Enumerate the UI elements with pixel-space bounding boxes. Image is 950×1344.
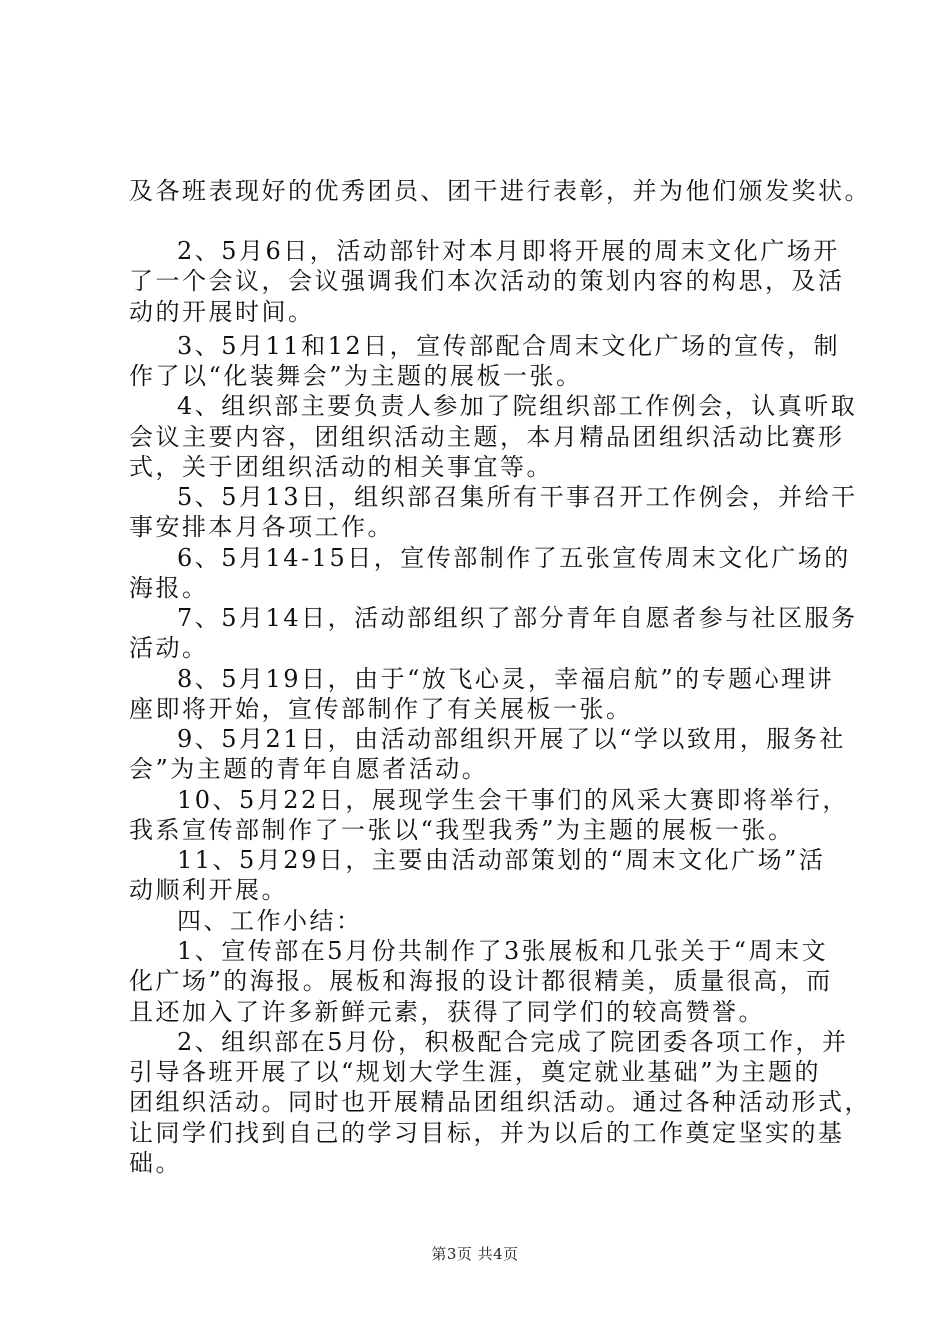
text-line: 化广场”的海报。展板和海报的设计都很精美，质量很高，而 bbox=[129, 967, 833, 995]
text-line: 式，关于团组织活动的相关事宜等。 bbox=[129, 453, 553, 481]
text-line: 且还加入了许多新鲜元素，获得了同学们的较高赞誉。 bbox=[129, 998, 765, 1026]
text-line: 3、5月11和12日，宣传部配合周末文化广场的宣传，制 bbox=[177, 332, 841, 360]
text-line: 会”为主题的青年自愿者活动。 bbox=[129, 755, 489, 783]
text-line: 动的开展时间。 bbox=[129, 298, 315, 326]
text-line: 活动。 bbox=[129, 634, 209, 662]
text-line: 7、5月14日，活动部组织了部分青年自愿者参与社区服务 bbox=[177, 604, 858, 632]
text-line: 10、5月22日，展现学生会干事们的风采大赛即将举行， bbox=[177, 786, 849, 814]
text-line: 座即将开始，宣传部制作了有关展板一张。 bbox=[129, 695, 633, 723]
text-line: 作了以“化装舞会”为主题的展板一张。 bbox=[129, 362, 583, 390]
text-line: 团组织活动。同时也开展精品团组织活动。通过各种活动形式， bbox=[129, 1088, 871, 1116]
text-line: 及各班表现好的优秀团员、团干进行表彰，并为他们颁发奖状。 bbox=[129, 177, 871, 205]
text-line: 1、宣传部在5月份共制作了3张展板和几张关于“周末文 bbox=[177, 937, 829, 965]
page-number-footer: 第3页 共4页 bbox=[431, 1245, 519, 1263]
section-heading: 四、工作小结： bbox=[177, 907, 363, 935]
text-line: 让同学们找到自己的学习目标，并为以后的工作奠定坚实的基 bbox=[129, 1119, 845, 1147]
text-line: 动顺利开展。 bbox=[129, 876, 288, 904]
text-line: 6、5月14-15日，宣传部制作了五张宣传周末文化广场的 bbox=[177, 544, 851, 572]
text-line: 2、5月6日，活动部针对本月即将开展的周末文化广场开 bbox=[177, 237, 840, 265]
text-line: 了一个会议，会议强调我们本次活动的策划内容的构思，及活 bbox=[129, 267, 845, 295]
text-line: 引导各班开展了以“规划大学生涯，奠定就业基础”为主题的 bbox=[129, 1058, 822, 1086]
text-line: 2、组织部在5月份，积极配合完成了院团委各项工作，并 bbox=[177, 1028, 849, 1056]
text-line: 我系宣传部制作了一张以“我型我秀”为主题的展板一张。 bbox=[129, 816, 795, 844]
text-line: 4、组织部主要负责人参加了院组织部工作例会，认真听取 bbox=[177, 392, 858, 420]
text-line: 5、5月13日，组织部召集所有干事召开工作例会，并给干 bbox=[177, 483, 858, 511]
text-line: 11、5月29日，主要由活动部策划的“周末文化广场”活 bbox=[177, 846, 826, 874]
text-line: 海报。 bbox=[129, 574, 209, 602]
text-line: 会议主要内容，团组织活动主题，本月精品团组织活动比赛形 bbox=[129, 423, 845, 451]
text-line: 8、5月19日，由于“放飞心灵，幸福启航”的专题心理讲 bbox=[177, 665, 835, 693]
text-line: 事安排本月各项工作。 bbox=[129, 513, 394, 541]
text-line: 础。 bbox=[129, 1149, 182, 1177]
text-line: 9、5月21日，由活动部组织开展了以“学以致用，服务社 bbox=[177, 725, 846, 753]
